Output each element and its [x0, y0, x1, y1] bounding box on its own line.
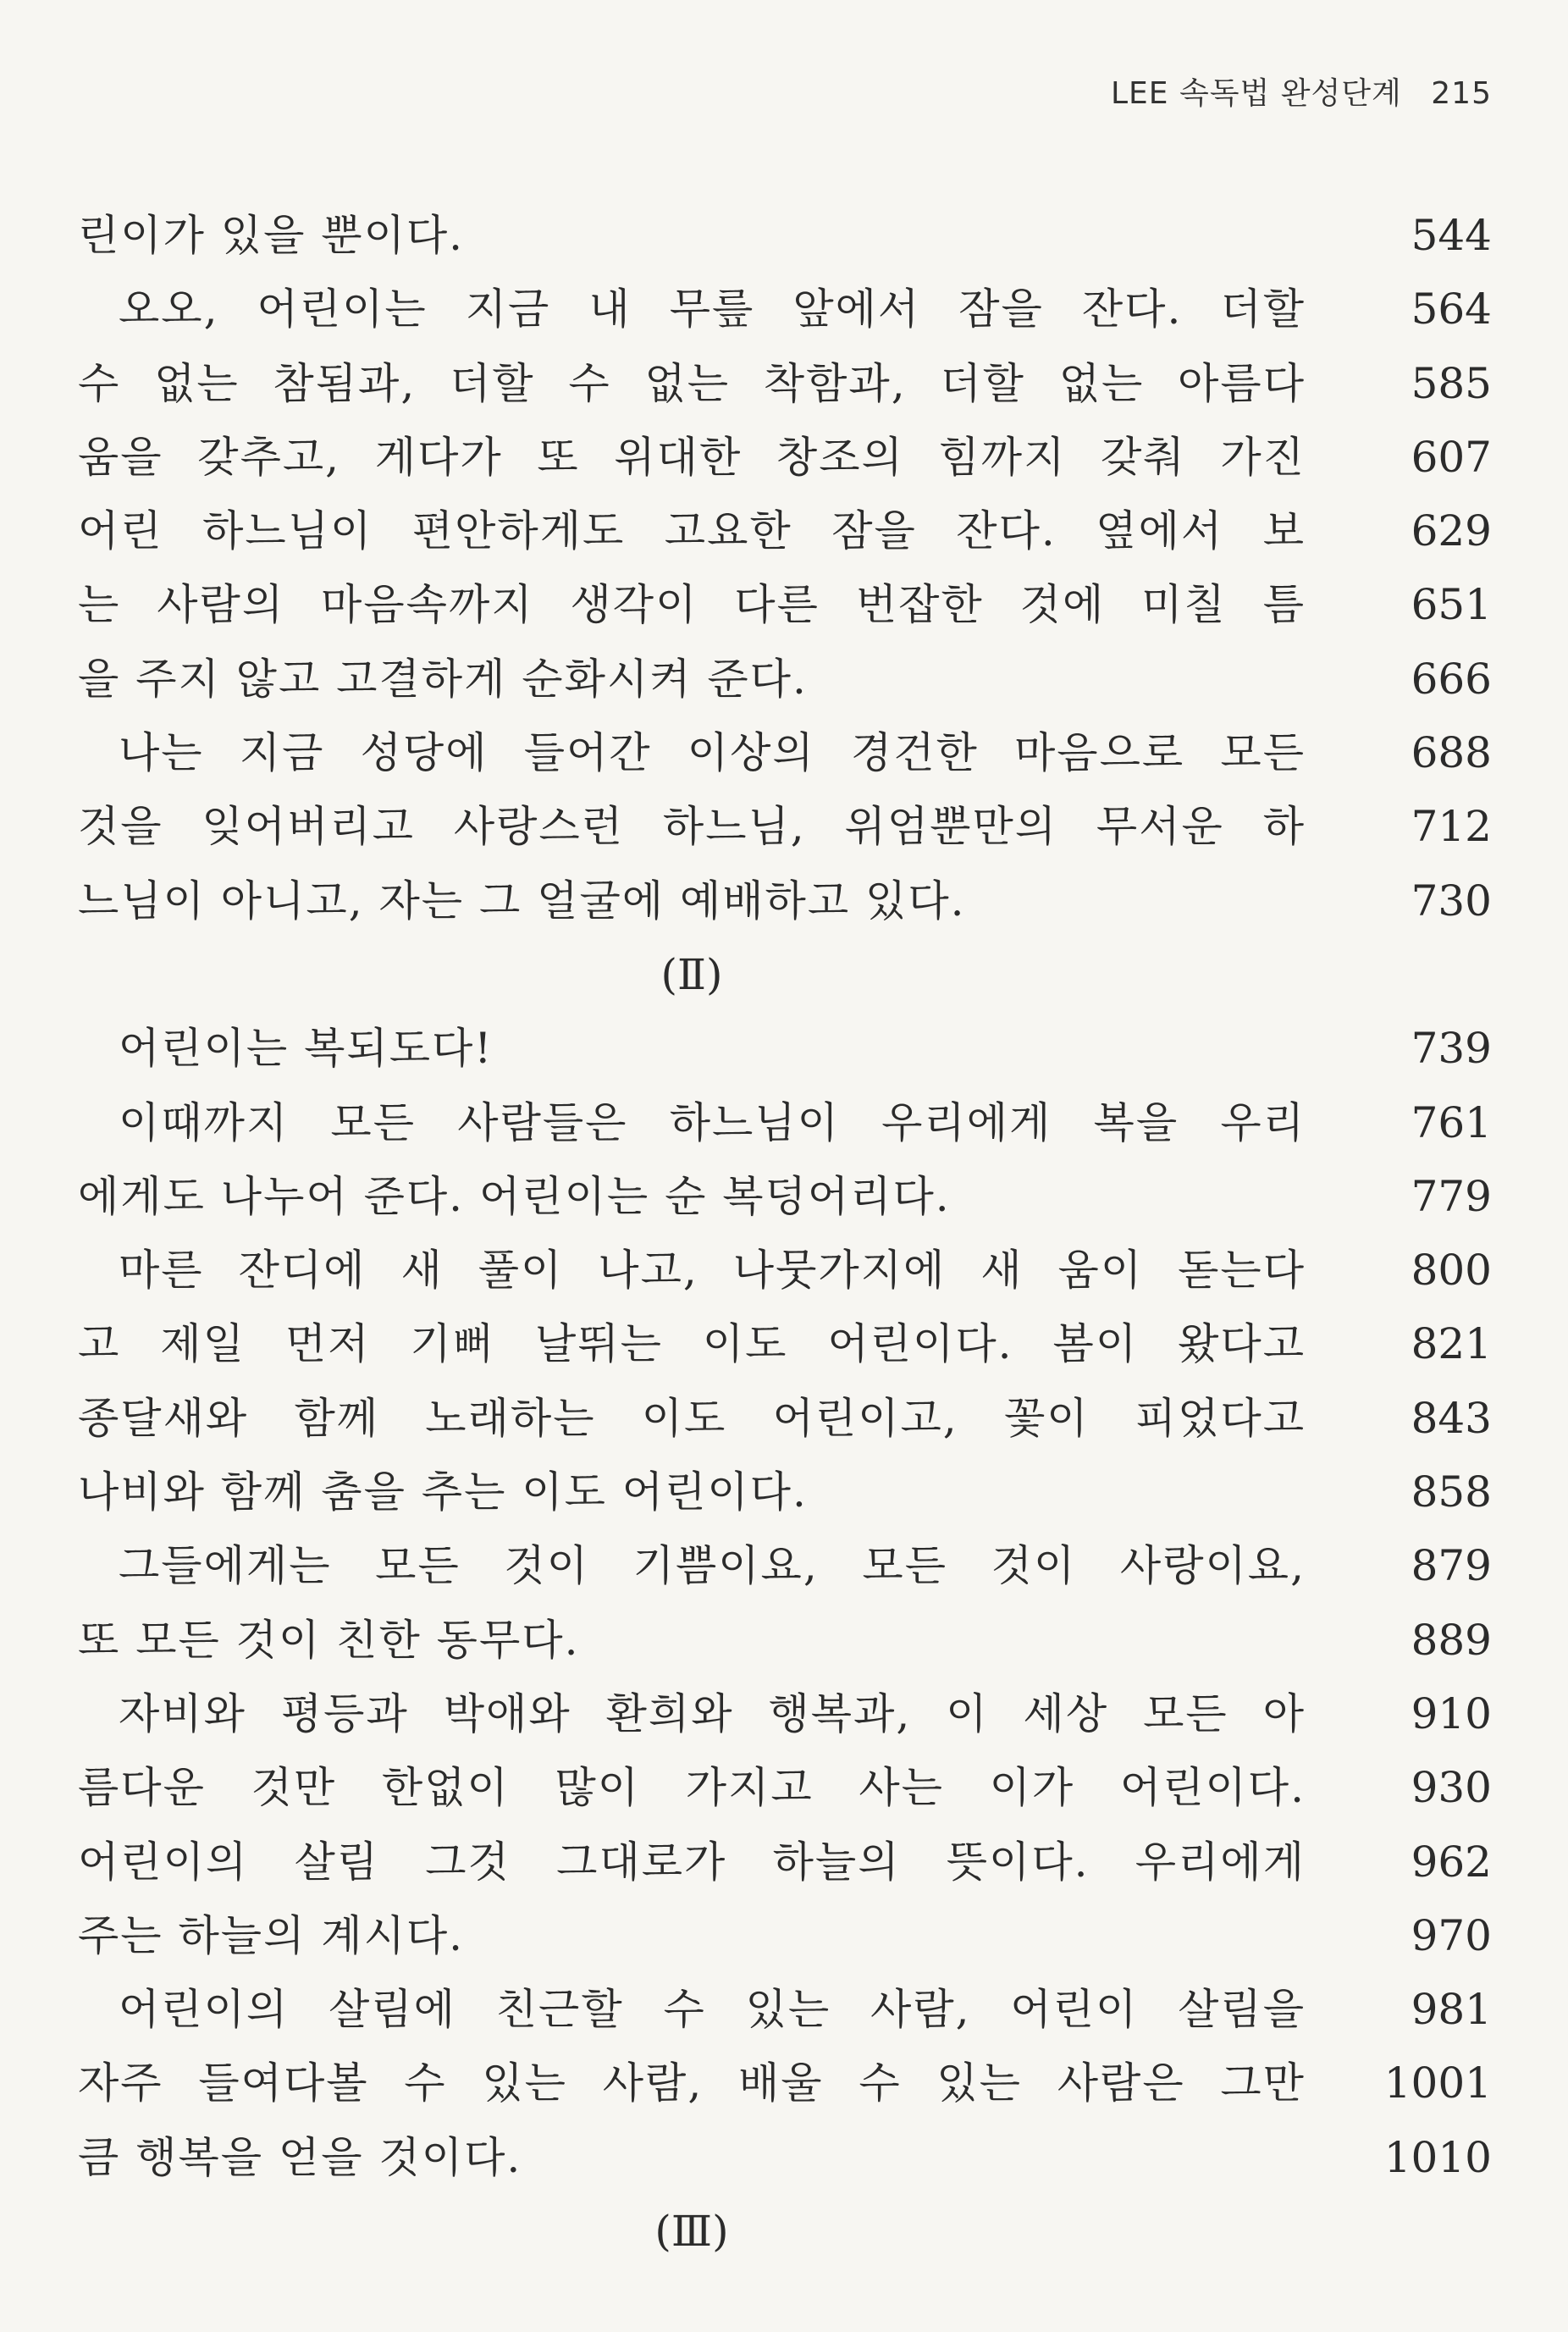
line-text: 마른 잔디에 새 풀이 나고, 나뭇가지에 새 움이 돋는다	[119, 1246, 1306, 1296]
line-text: 어린이는 복되도다!	[119, 1024, 494, 1074]
text-line	[78, 421, 1492, 495]
line-text: 에게도 나누어 준다. 어린이는 순 복덩어리다.	[78, 1171, 951, 1221]
line-text: 것을 잊어버리고 사랑스런 하느님, 위엄뿐만의 무서운 하	[78, 802, 1306, 852]
line-text: 오오, 어린이는 지금 내 무릎 앞에서 잠을 잔다. 더할	[119, 285, 1306, 334]
text-line	[78, 1456, 1492, 1529]
char-count: 651	[1411, 580, 1492, 630]
char-count: 1010	[1383, 2132, 1492, 2182]
text-body	[78, 199, 1492, 2268]
line-text: 린이가 있을 뿐이다.	[78, 211, 465, 260]
char-count: 564	[1411, 285, 1492, 334]
text-line	[78, 1751, 1492, 1825]
text-line	[78, 716, 1492, 790]
line-text: 어린이의 살림 그것 그대로가 하늘의 뜻이다. 우리에게	[78, 1837, 1306, 1887]
text-line	[78, 1234, 1492, 1307]
text-line	[78, 495, 1492, 568]
text-line	[78, 1529, 1492, 1603]
line-text: 을 주지 않고 고결하게 순화시켜 준다.	[78, 654, 808, 704]
line-text: 큼 행복을 얻을 것이다.	[78, 2132, 522, 2182]
char-count: 981	[1411, 1985, 1492, 2035]
char-count: 607	[1411, 432, 1492, 482]
line-text: 나는 지금 성당에 들어간 이상의 경건한 마음으로 모든	[119, 728, 1306, 778]
line-text: 움을 갖추고, 게다가 또 위대한 창조의 힘까지 갖춰 가진	[78, 432, 1306, 482]
line-text: 그들에게는 모든 것이 기쁨이요, 모든 것이 사랑이요,	[119, 1541, 1306, 1591]
char-count: 688	[1411, 728, 1492, 778]
line-text: 종달새와 함께 노래하는 이도 어린이고, 꽃이 피었다고	[78, 1393, 1306, 1443]
text-line	[78, 1382, 1492, 1456]
char-count: 730	[1411, 876, 1492, 926]
char-count: 779	[1411, 1171, 1492, 1221]
char-count: 858	[1411, 1467, 1492, 1517]
char-count: 629	[1411, 506, 1492, 556]
line-text: 주는 하늘의 계시다.	[78, 1910, 465, 1960]
line-text: 수 없는 참됨과, 더할 수 없는 착함과, 더할 없는 아름다	[78, 358, 1306, 408]
text-line	[78, 643, 1492, 716]
text-line	[78, 1973, 1492, 2047]
char-count: 970	[1411, 1910, 1492, 1960]
text-line	[78, 1677, 1492, 1751]
text-line	[78, 199, 1492, 273]
text-line	[78, 1899, 1492, 1973]
char-count: 889	[1411, 1615, 1492, 1665]
text-line	[78, 347, 1492, 421]
char-count: 843	[1411, 1393, 1492, 1443]
line-text: 는 사람의 마음속까지 생각이 다른 번잡한 것에 미칠 틈	[78, 580, 1306, 630]
line-text: 고 제일 먼저 기뻐 날뛰는 이도 어린이다. 봄이 왔다고	[78, 1319, 1306, 1369]
text-line	[78, 273, 1492, 346]
line-text: 나비와 함께 춤을 추는 이도 어린이다.	[78, 1467, 808, 1517]
line-text: 이때까지 모든 사람들은 하느님이 우리에게 복을 우리	[119, 1097, 1306, 1147]
text-line	[78, 790, 1492, 864]
char-count: 910	[1411, 1688, 1492, 1738]
line-text: 어린 하느님이 편안하게도 고요한 잠을 잔다. 옆에서 보	[78, 506, 1306, 556]
running-title: LEE 속독법 완성단계	[1110, 76, 1402, 111]
text-line	[78, 1012, 1492, 1086]
char-count: 712	[1411, 802, 1492, 852]
text-line	[78, 865, 1492, 938]
char-count: 821	[1411, 1319, 1492, 1369]
page-number: 215	[1431, 76, 1492, 111]
text-line	[78, 1307, 1492, 1381]
section-heading	[78, 938, 1492, 1012]
line-text: 어린이의 살림에 친근할 수 있는 사람, 어린이 살림을	[119, 1985, 1306, 2035]
char-count: 1001	[1383, 2058, 1492, 2108]
char-count: 930	[1411, 1763, 1492, 1813]
section-number: (Ⅲ)	[654, 2207, 729, 2257]
text-line	[78, 568, 1492, 642]
char-count: 666	[1411, 654, 1492, 704]
char-count: 879	[1411, 1541, 1492, 1591]
line-text: 자주 들여다볼 수 있는 사람, 배울 수 있는 사람은 그만	[78, 2058, 1306, 2108]
line-text: 느님이 아니고, 자는 그 얼굴에 예배하고 있다.	[78, 876, 966, 926]
char-count: 585	[1411, 358, 1492, 408]
section-heading	[78, 2195, 1492, 2268]
line-text: 자비와 평등과 박애와 환희와 행복과, 이 세상 모든 아	[119, 1688, 1306, 1738]
char-count: 962	[1411, 1837, 1492, 1887]
section-number: (Ⅱ)	[660, 949, 723, 999]
line-text: 름다운 것만 한없이 많이 가지고 사는 이가 어린이다.	[78, 1763, 1306, 1813]
char-count: 739	[1411, 1024, 1492, 1074]
char-count: 761	[1411, 1097, 1492, 1147]
char-count: 544	[1411, 211, 1492, 260]
text-line	[78, 2121, 1492, 2195]
text-line	[78, 1604, 1492, 1677]
char-count: 800	[1411, 1246, 1492, 1296]
line-text: 또 모든 것이 친한 동무다.	[78, 1615, 580, 1665]
page-header	[1111, 69, 1492, 113]
text-line	[78, 2047, 1492, 2120]
text-line	[78, 1160, 1492, 1234]
text-line	[78, 1826, 1492, 1899]
text-line	[78, 1086, 1492, 1160]
